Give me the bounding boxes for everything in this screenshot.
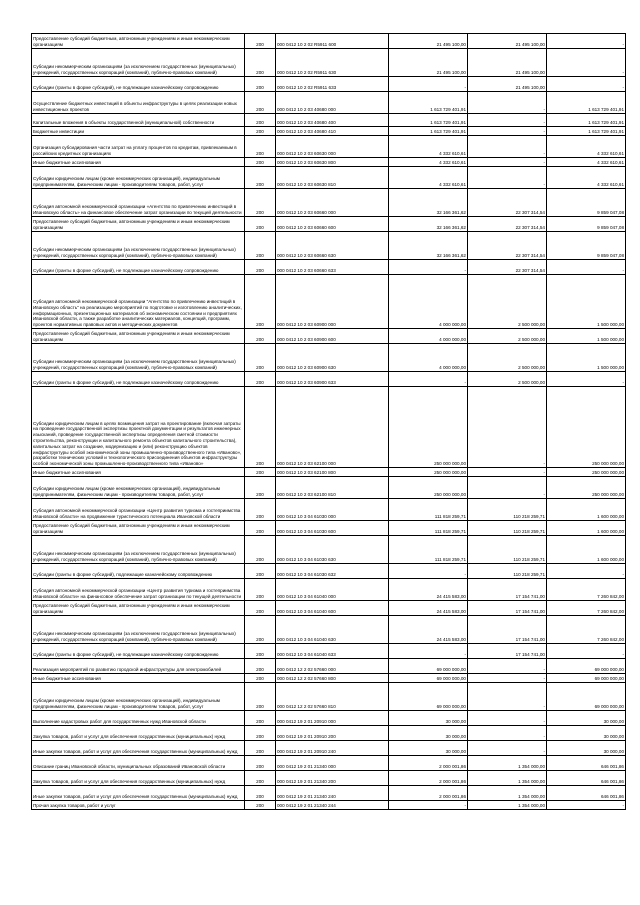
row-approved-cell: 32 166 361,62: [389, 232, 468, 260]
row-unexecuted-cell: 4 332 610,61: [547, 136, 626, 158]
table-row: [32, 726, 626, 741]
row-approved-cell: 111 818 259,71: [389, 536, 468, 564]
row-name-cell: Выполнение кадастровых работ для государственных нужд Ивановской области: [32, 711, 245, 726]
row-code-cell: 200: [245, 468, 276, 477]
table-row: [32, 49, 626, 77]
row-executed-cell: -: [468, 127, 547, 136]
row-approved-cell: 1 613 729 401,91: [389, 127, 468, 136]
row-unexecuted-cell: 4 332 610,61: [547, 158, 626, 167]
row-code-cell: 200: [245, 564, 276, 579]
row-code-cell: 200: [245, 477, 276, 499]
row-name-cell: Субсидии юридическим лицам (кроме некоммерческих организаций), индивидуальным предпринимателям, физическим лицам - производителям товаров, работ, услуг: [32, 683, 245, 711]
row-kbk-cell: 000 0412 19 2 01 21340 200: [276, 771, 389, 786]
row-executed-cell: -: [468, 726, 547, 741]
row-kbk-cell: 000 0412 10 3 04 61040 600: [276, 601, 389, 616]
table-row: [32, 579, 626, 601]
row-name-cell: Капитальные вложения в объекты государственной (муниципальной) собственности: [32, 114, 245, 127]
row-executed-cell: 1 354 000,00: [468, 771, 547, 786]
budget-sheet: [31, 33, 624, 810]
row-approved-cell: 2 000 001,86: [389, 786, 468, 801]
row-unexecuted-cell: -: [547, 260, 626, 275]
row-unexecuted-cell: 9 859 047,08: [547, 232, 626, 260]
row-unexecuted-cell: 646 001,86: [547, 771, 626, 786]
row-unexecuted-cell: 1 500 000,00: [547, 275, 626, 329]
row-kbk-cell: 000 0412 10 2 03 60900 600: [276, 329, 389, 344]
row-executed-cell: 17 154 741,00: [468, 601, 547, 616]
row-kbk-cell: 000 0412 10 3 04 61030 000: [276, 499, 389, 521]
row-executed-cell: 110 218 259,71: [468, 564, 547, 579]
row-code-cell: 200: [245, 711, 276, 726]
row-kbk-cell: 000 0412 10 2 03 60630 000: [276, 136, 389, 158]
row-approved-cell: 24 415 583,00: [389, 616, 468, 644]
table-row: [32, 741, 626, 756]
row-approved-cell: -: [389, 372, 468, 387]
table-row: [32, 521, 626, 536]
row-executed-cell: 21 495 100,00: [468, 49, 547, 77]
table-row: [32, 711, 626, 726]
row-kbk-cell: 000 0412 10 2 03 60900 000: [276, 275, 389, 329]
table-row: [32, 189, 626, 217]
table-row: [32, 217, 626, 232]
row-code-cell: 200: [245, 158, 276, 167]
row-name-cell: Прочая закупка товаров, работ и услуг: [32, 801, 245, 810]
table-row: [32, 659, 626, 674]
row-unexecuted-cell: -: [547, 34, 626, 49]
table-row: [32, 468, 626, 477]
row-code-cell: 200: [245, 372, 276, 387]
row-approved-cell: 2 000 001,86: [389, 771, 468, 786]
row-name-cell: Бюджетные инвестиции: [32, 127, 245, 136]
row-kbk-cell: 000 0412 10 2 03 60900 633: [276, 372, 389, 387]
row-executed-cell: 2 500 000,00: [468, 372, 547, 387]
row-approved-cell: 69 000 000,00: [389, 683, 468, 711]
row-kbk-cell: 000 0412 10 3 04 61040 633: [276, 644, 389, 659]
row-kbk-cell: 000 0412 10 3 04 61030 630: [276, 536, 389, 564]
row-unexecuted-cell: 7 260 842,00: [547, 616, 626, 644]
row-kbk-cell: 000 0412 12 2 02 57660 810: [276, 683, 389, 711]
row-kbk-cell: 000 0412 10 2 02 R5911 633: [276, 77, 389, 92]
row-approved-cell: 4 000 000,00: [389, 344, 468, 372]
row-executed-cell: 1 354 000,00: [468, 786, 547, 801]
row-code-cell: 200: [245, 189, 276, 217]
row-unexecuted-cell: -: [547, 801, 626, 810]
table-row: [32, 616, 626, 644]
row-unexecuted-cell: -: [547, 372, 626, 387]
row-approved-cell: 4 000 000,00: [389, 329, 468, 344]
row-approved-cell: -: [389, 260, 468, 275]
row-approved-cell: 4 332 610,61: [389, 158, 468, 167]
row-name-cell: Осуществление бюджетных инвестиций в объекты инфраструктуры в целях реализации новых инвестиционных проектов: [32, 92, 245, 114]
row-kbk-cell: 000 0412 10 2 03 62100 000: [276, 387, 389, 468]
row-unexecuted-cell: 69 000 000,00: [547, 659, 626, 674]
row-approved-cell: 4 332 610,61: [389, 136, 468, 158]
row-kbk-cell: 000 0412 10 2 03 60630 810: [276, 167, 389, 189]
row-approved-cell: 69 000 000,00: [389, 674, 468, 683]
row-unexecuted-cell: 250 000 000,00: [547, 387, 626, 468]
row-executed-cell: -: [468, 683, 547, 711]
row-code-cell: 200: [245, 644, 276, 659]
table-row: [32, 372, 626, 387]
row-unexecuted-cell: 646 001,86: [547, 756, 626, 771]
row-executed-cell: 22 307 314,54: [468, 232, 547, 260]
row-unexecuted-cell: 4 332 610,61: [547, 167, 626, 189]
row-code-cell: 200: [245, 92, 276, 114]
row-approved-cell: -: [389, 644, 468, 659]
row-unexecuted-cell: 30 000,00: [547, 726, 626, 741]
row-executed-cell: 17 154 741,00: [468, 644, 547, 659]
row-executed-cell: 22 307 314,54: [468, 189, 547, 217]
row-code-cell: 200: [245, 741, 276, 756]
table-row: [32, 499, 626, 521]
row-unexecuted-cell: 250 000 000,00: [547, 468, 626, 477]
table-row: [32, 77, 626, 92]
row-code-cell: 200: [245, 536, 276, 564]
table-row: [32, 92, 626, 114]
row-name-cell: Субсидии некоммерческим организациям (за исключением государственных (муниципальных) учреждений, государственных корпораций (компаний), публично-правовых компаний): [32, 536, 245, 564]
table-row: [32, 232, 626, 260]
row-unexecuted-cell: 30 000,00: [547, 711, 626, 726]
row-kbk-cell: 000 0412 10 2 02 R5911 600: [276, 34, 389, 49]
row-kbk-cell: 000 0412 10 2 02 R5911 630: [276, 49, 389, 77]
row-code-cell: 200: [245, 521, 276, 536]
row-name-cell: Субсидии некоммерческим организациям (за исключением государственных (муниципальных) учреждений, государственных корпораций (компаний), публично-правовых компаний): [32, 344, 245, 372]
row-approved-cell: 1 613 729 401,91: [389, 114, 468, 127]
row-executed-cell: 21 495 100,00: [468, 34, 547, 49]
row-name-cell: Закупка товаров, работ и услуг для обеспечения государственных (муниципальных) нужд: [32, 726, 245, 741]
row-unexecuted-cell: 1 500 000,00: [547, 329, 626, 344]
row-name-cell: Субсидии юридическим лицам в целях возмещения затрат на проектирование (включая затраты на проведение государственной экспертизы проектной документации и результатов инженерных изысканий, проведение государственной экспертизы определения сметной стоимости строительства, реконструкции и капитального ремонта объектов капитального строительства), капитальных затрат на создание, модернизацию и (или) реконструкцию объектов инфраструктуры особой экономической зоны промышленно-производственного типа «Иваново», разработки технических условий и технологического присоединения объектов инфраструктуры особой экономической зоны промышленно-производственного типа «Иваново»: [32, 387, 245, 468]
row-kbk-cell: 000 0412 10 2 03 60900 630: [276, 344, 389, 372]
row-name-cell: Предоставление субсидий бюджетным, автономным учреждениям и иным некоммерческим организациям: [32, 521, 245, 536]
row-kbk-cell: 000 0412 10 2 03 60660 630: [276, 232, 389, 260]
row-approved-cell: 111 818 259,71: [389, 499, 468, 521]
row-name-cell: Реализация мероприятий по развитию городской инфраструктуры для электромобилей: [32, 659, 245, 674]
table-row: [32, 275, 626, 329]
table-row: [32, 387, 626, 468]
row-name-cell: Описание границ Ивановской области, муниципальных образований Ивановской области: [32, 756, 245, 771]
row-kbk-cell: 000 0412 12 2 02 57660 000: [276, 659, 389, 674]
table-row: [32, 260, 626, 275]
row-name-cell: Субсидии некоммерческим организациям (за исключением государственных (муниципальных) учреждений, государственных корпораций (компаний), публично-правовых компаний): [32, 616, 245, 644]
row-name-cell: Субсидии (гранты в форме субсидий), не подлежащие казначейскому сопровождению: [32, 77, 245, 92]
row-approved-cell: 250 000 000,00: [389, 468, 468, 477]
row-executed-cell: 1 354 000,00: [468, 756, 547, 771]
row-name-cell: Субсидии (гранты в форме субсидий), подлежащие казначейскому сопровождению: [32, 564, 245, 579]
row-kbk-cell: 000 0412 19 2 01 21340 240: [276, 786, 389, 801]
row-kbk-cell: 000 0412 10 3 04 61040 000: [276, 579, 389, 601]
table-row: [32, 771, 626, 786]
table-row: [32, 786, 626, 801]
row-approved-cell: 32 166 361,62: [389, 217, 468, 232]
row-code-cell: 200: [245, 136, 276, 158]
row-code-cell: 200: [245, 499, 276, 521]
row-kbk-cell: 000 0412 12 2 02 57660 800: [276, 674, 389, 683]
row-name-cell: Предоставление субсидий бюджетным, автономным учреждениям и иным некоммерческим организациям: [32, 217, 245, 232]
row-kbk-cell: 000 0412 10 2 03 62100 800: [276, 468, 389, 477]
row-kbk-cell: 000 0412 19 2 01 20910 240: [276, 741, 389, 756]
row-code-cell: 200: [245, 771, 276, 786]
table-row: [32, 114, 626, 127]
row-code-cell: 200: [245, 786, 276, 801]
row-executed-cell: -: [468, 114, 547, 127]
table-row: [32, 644, 626, 659]
row-code-cell: 200: [245, 344, 276, 372]
row-name-cell: Организация субсидирования части затрат на уплату процентов по кредитам, привлекаемым в российских кредитных организациях: [32, 136, 245, 158]
row-unexecuted-cell: 1 613 729 401,91: [547, 127, 626, 136]
table-row: [32, 158, 626, 167]
row-executed-cell: -: [468, 477, 547, 499]
row-name-cell: Субсидии (гранты в форме субсидий), не подлежащие казначейскому сопровождению: [32, 372, 245, 387]
row-code-cell: 200: [245, 34, 276, 49]
row-name-cell: Предоставление субсидий бюджетным, автономным учреждениям и иным некоммерческим организациям: [32, 601, 245, 616]
row-code-cell: 200: [245, 217, 276, 232]
row-unexecuted-cell: -: [547, 77, 626, 92]
row-executed-cell: 2 500 000,00: [468, 344, 547, 372]
row-code-cell: 200: [245, 127, 276, 136]
row-executed-cell: 22 307 314,54: [468, 260, 547, 275]
row-executed-cell: 22 307 314,54: [468, 217, 547, 232]
table-row: [32, 477, 626, 499]
row-approved-cell: 24 415 583,00: [389, 601, 468, 616]
row-executed-cell: -: [468, 136, 547, 158]
row-executed-cell: -: [468, 468, 547, 477]
row-kbk-cell: 000 0412 10 2 03 60660 600: [276, 217, 389, 232]
row-approved-cell: -: [389, 801, 468, 810]
row-approved-cell: -: [389, 77, 468, 92]
row-approved-cell: 1 613 729 401,91: [389, 92, 468, 114]
row-kbk-cell: 000 0412 10 2 03 60630 800: [276, 158, 389, 167]
row-code-cell: 200: [245, 167, 276, 189]
row-name-cell: Субсидии некоммерческим организациям (за исключением государственных (муниципальных) учреждений, государственных корпораций (компаний), публично-правовых компаний): [32, 232, 245, 260]
row-approved-cell: -: [389, 564, 468, 579]
row-approved-cell: 111 818 259,71: [389, 521, 468, 536]
row-executed-cell: 17 154 741,00: [468, 579, 547, 601]
table-row: [32, 756, 626, 771]
row-name-cell: Субсидии некоммерческим организациям (за исключением государственных (муниципальных) учреждений, государственных корпораций (компаний), публично-правовых компаний): [32, 49, 245, 77]
row-approved-cell: 69 000 000,00: [389, 659, 468, 674]
row-name-cell: Субсидии юридическим лицам (кроме некоммерческих организаций), индивидуальным предпринимателям, физическим лицам - производителям товаров, работ, услуг: [32, 477, 245, 499]
row-unexecuted-cell: 1 613 729 401,91: [547, 114, 626, 127]
row-name-cell: Субсидия автономной некоммерческой организации «Агентство по привлечению инвестиций в Ивановскую область» на финансовое обеспечение затрат организации по текущей деятельности: [32, 189, 245, 217]
row-code-cell: 200: [245, 801, 276, 810]
row-approved-cell: 32 166 361,62: [389, 189, 468, 217]
row-kbk-cell: 000 0412 10 2 03 40680 000: [276, 92, 389, 114]
row-executed-cell: -: [468, 158, 547, 167]
row-unexecuted-cell: 1 500 000,00: [547, 344, 626, 372]
row-unexecuted-cell: -: [547, 564, 626, 579]
row-name-cell: Предоставление субсидий бюджетным, автономным учреждениям и иным некоммерческим организациям: [32, 34, 245, 49]
row-approved-cell: 250 000 000,00: [389, 477, 468, 499]
row-code-cell: 200: [245, 616, 276, 644]
row-unexecuted-cell: 7 260 842,00: [547, 601, 626, 616]
row-approved-cell: 2 000 001,86: [389, 756, 468, 771]
row-approved-cell: 250 000 000,00: [389, 387, 468, 468]
row-name-cell: Субсидия автономной некоммерческой организации «Центр развития туризма и гостеприимства Ивановской области» на финансовое обеспечение затрат организации по текущей деятельности: [32, 579, 245, 601]
table-row: [32, 801, 626, 810]
row-unexecuted-cell: 1 600 000,00: [547, 536, 626, 564]
row-executed-cell: 17 154 741,00: [468, 616, 547, 644]
row-kbk-cell: 000 0412 10 3 04 61030 600: [276, 521, 389, 536]
row-kbk-cell: 000 0412 10 2 03 40680 400: [276, 114, 389, 127]
row-code-cell: 200: [245, 756, 276, 771]
row-kbk-cell: 000 0412 10 2 03 60660 000: [276, 189, 389, 217]
table-row: [32, 344, 626, 372]
row-code-cell: 200: [245, 114, 276, 127]
row-executed-cell: -: [468, 711, 547, 726]
row-approved-cell: 30 000,00: [389, 741, 468, 756]
row-executed-cell: 2 500 000,00: [468, 329, 547, 344]
row-kbk-cell: 000 0412 10 2 03 60660 633: [276, 260, 389, 275]
row-unexecuted-cell: 1 613 729 401,91: [547, 92, 626, 114]
row-unexecuted-cell: -: [547, 644, 626, 659]
row-name-cell: Субсидия автономной некоммерческой организации «Центр развития туризма и гостеприимства Ивановской области» на продвижение туристического потенциала Ивановской области: [32, 499, 245, 521]
row-code-cell: 200: [245, 579, 276, 601]
row-name-cell: Иные бюджетные ассигнования: [32, 468, 245, 477]
row-name-cell: Иные бюджетные ассигнования: [32, 158, 245, 167]
row-unexecuted-cell: 9 859 047,08: [547, 189, 626, 217]
row-code-cell: 200: [245, 726, 276, 741]
row-code-cell: 200: [245, 232, 276, 260]
table-row: [32, 136, 626, 158]
row-kbk-cell: 000 0412 10 3 04 61030 632: [276, 564, 389, 579]
row-executed-cell: -: [468, 741, 547, 756]
row-name-cell: Субсидия автономной некоммерческой организации "Агентство по привлечению инвестиций в Ивановскую область" на реализацию мероприятий по подготовке и изготовлению аналитических, информационных, презентационных материалов об экономическом состоянии и предприятиях Ивановской области, а также разработке аналитических материалов, концепций, программ, проектов нормативных правовых актов и методических документов: [32, 275, 245, 329]
row-approved-cell: 4 000 000,00: [389, 275, 468, 329]
row-approved-cell: 4 332 610,61: [389, 167, 468, 189]
row-unexecuted-cell: 30 000,00: [547, 741, 626, 756]
row-unexecuted-cell: 7 260 842,00: [547, 579, 626, 601]
row-code-cell: 200: [245, 387, 276, 468]
budget-table-body: [32, 34, 626, 810]
row-executed-cell: 2 500 000,00: [468, 275, 547, 329]
row-executed-cell: -: [468, 674, 547, 683]
row-code-cell: 200: [245, 329, 276, 344]
budget-table: [31, 33, 626, 810]
row-kbk-cell: 000 0412 10 2 03 40680 410: [276, 127, 389, 136]
row-code-cell: 200: [245, 683, 276, 711]
row-code-cell: 200: [245, 49, 276, 77]
row-code-cell: 200: [245, 275, 276, 329]
row-name-cell: Субсидии (гранты в форме субсидий), не подлежащие казначейскому сопровождению: [32, 260, 245, 275]
row-code-cell: 200: [245, 674, 276, 683]
row-executed-cell: -: [468, 167, 547, 189]
row-executed-cell: -: [468, 387, 547, 468]
row-approved-cell: 21 495 100,00: [389, 34, 468, 49]
row-unexecuted-cell: 69 000 000,00: [547, 683, 626, 711]
row-executed-cell: 110 218 259,71: [468, 536, 547, 564]
row-code-cell: 200: [245, 601, 276, 616]
row-approved-cell: 30 000,00: [389, 711, 468, 726]
row-code-cell: 200: [245, 659, 276, 674]
row-unexecuted-cell: 69 000 000,00: [547, 674, 626, 683]
row-name-cell: Иные бюджетные ассигнования: [32, 674, 245, 683]
row-unexecuted-cell: 250 000 000,00: [547, 477, 626, 499]
row-executed-cell: -: [468, 92, 547, 114]
table-row: [32, 683, 626, 711]
row-unexecuted-cell: 1 600 000,00: [547, 521, 626, 536]
row-code-cell: 200: [245, 260, 276, 275]
table-row: [32, 34, 626, 49]
table-row: [32, 564, 626, 579]
row-unexecuted-cell: 1 600 000,00: [547, 499, 626, 521]
row-name-cell: Иные закупки товаров, работ и услуг для обеспечения государственных (муниципальных) нужд: [32, 741, 245, 756]
row-name-cell: Предоставление субсидий бюджетным, автономным учреждениям и иным некоммерческим организациям: [32, 329, 245, 344]
row-name-cell: Закупка товаров, работ и услуг для обеспечения государственных (муниципальных) нужд: [32, 771, 245, 786]
row-kbk-cell: 000 0412 19 2 01 20910 000: [276, 711, 389, 726]
row-approved-cell: 24 415 583,00: [389, 579, 468, 601]
table-row: [32, 329, 626, 344]
row-unexecuted-cell: 9 859 047,08: [547, 217, 626, 232]
row-executed-cell: 21 495 100,00: [468, 77, 547, 92]
row-unexecuted-cell: -: [547, 49, 626, 77]
row-name-cell: Субсидии (гранты в форме субсидий), не подлежащие казначейскому сопровождению: [32, 644, 245, 659]
table-row: [32, 536, 626, 564]
row-approved-cell: 30 000,00: [389, 726, 468, 741]
row-name-cell: Иные закупки товаров, работ и услуг для обеспечения государственных (муниципальных) нужд: [32, 786, 245, 801]
table-row: [32, 601, 626, 616]
row-kbk-cell: 000 0412 10 2 03 62100 810: [276, 477, 389, 499]
row-name-cell: Субсидии юридическим лицам (кроме некоммерческих организаций), индивидуальным предпринимателям, физическим лицам - производителям товаров, работ, услуг: [32, 167, 245, 189]
row-kbk-cell: 000 0412 19 2 01 21340 244: [276, 801, 389, 810]
table-row: [32, 167, 626, 189]
row-kbk-cell: 000 0412 10 3 04 61040 630: [276, 616, 389, 644]
row-executed-cell: 110 218 259,71: [468, 499, 547, 521]
row-executed-cell: 110 218 259,71: [468, 521, 547, 536]
row-unexecuted-cell: 646 001,86: [547, 786, 626, 801]
row-executed-cell: -: [468, 659, 547, 674]
row-kbk-cell: 000 0412 19 2 01 20910 200: [276, 726, 389, 741]
row-executed-cell: 1 354 000,00: [468, 801, 547, 810]
row-code-cell: 200: [245, 77, 276, 92]
table-row: [32, 127, 626, 136]
row-approved-cell: 21 495 100,00: [389, 49, 468, 77]
row-kbk-cell: 000 0412 19 2 01 21340 000: [276, 756, 389, 771]
table-row: [32, 674, 626, 683]
